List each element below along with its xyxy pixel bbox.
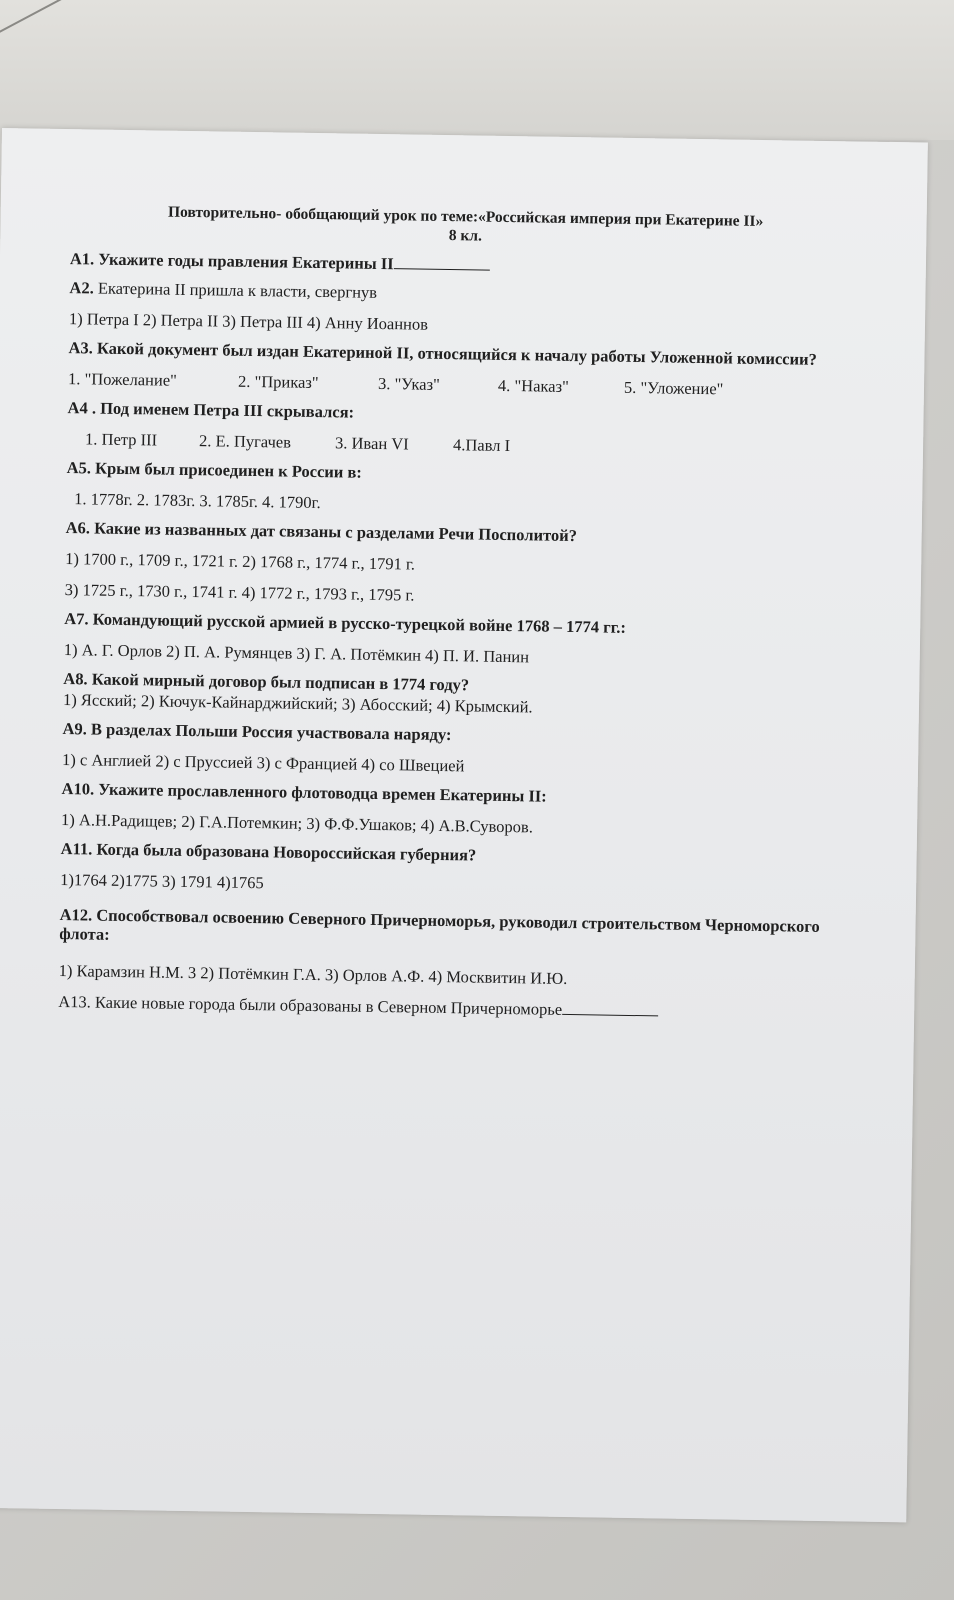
question-label: А9. — [62, 719, 88, 739]
question-text: Какой мирный договор был подписан в 1774 году? — [91, 669, 470, 695]
title-line-2: 8 кл. — [448, 227, 483, 245]
question-label: А10. — [61, 779, 95, 799]
question-text: Укажите прославленного флотоводца времен Екатерины II: — [98, 779, 547, 806]
question-text: В разделах Польши Россия участвовала наряду: — [90, 719, 452, 745]
option: 2. Е. Пугачев — [198, 431, 292, 452]
answers-a10: 1) А.Н.Радищев; 2) Г.А.Потемкин; 3) Ф.Ф.Ушаков; 4) А.В.Суворов. — [60, 810, 534, 837]
answers-a2: 1) Петра I 2) Петра II 3) Петра III 4) Анну Иоаннов — [68, 309, 429, 334]
option: 2. "Приказ" — [237, 371, 319, 393]
question-label: А7. — [64, 609, 89, 629]
option: 3. Иван VI — [334, 433, 409, 454]
worksheet-content — [58, 201, 861, 1023]
answers-a7: 1) А. Г. Орлов 2) П. А. Румянцев 3) Г. А. Потёмкин 4) П. И. Панин — [63, 640, 530, 667]
option: 4. "Наказ" — [497, 375, 569, 396]
question-text: Когда была образована Новороссийская губерния? — [96, 839, 477, 865]
question-a11 — [61, 839, 851, 870]
question-label: А3. — [68, 338, 94, 358]
question-text: Крым был присоединен к России в: — [94, 458, 363, 482]
title-line-1: Повторительно- обобщающий урок по теме:«Российская империя при Екатерине II» — [167, 203, 764, 230]
option: 1. "Пожелание" — [67, 369, 177, 390]
question-text: Екатерина II пришла к власти, свергнув — [97, 278, 378, 302]
question-a3 — [68, 338, 858, 369]
answers-a11: 1)1764 2)1775 3) 1791 4)1765 — [60, 870, 264, 893]
worksheet-paper — [0, 128, 928, 1522]
answer-blank — [394, 254, 490, 271]
option: 1. Петр III — [84, 429, 158, 450]
question-a5 — [67, 458, 857, 489]
question-label: А1. — [69, 249, 95, 269]
question-a13 — [58, 992, 848, 1023]
question-text: Командующий русской армией в русско-турецкой войне 1768 – 1774 гг.: — [92, 609, 627, 637]
answers-a12: 1) Карамзин Н.М. 3 2) Потёмкин Г.А. 3) Орлов А.Ф. 4) Москвитин И.Ю. — [58, 960, 568, 988]
question-label: А11. — [60, 839, 93, 859]
option: 4.Павл I — [452, 435, 511, 456]
option: 3. "Указ" — [377, 373, 440, 394]
question-label: А12. — [59, 905, 93, 925]
question-a9 — [62, 719, 852, 750]
answers-a8: 1) Ясский; 2) Кючук-Кайнарджийский; 3) Абосский; 4) Крымский. — [62, 690, 533, 717]
question-a6 — [66, 518, 856, 549]
question-text: Какой документ был издан Екатериной II, относящийся к началу работы Уложенной комиссии? — [96, 338, 817, 369]
question-a7 — [64, 609, 854, 640]
answers-a9: 1) с Англией 2) с Пруссией 3) с Францией 4) со Швецией — [61, 750, 465, 776]
options-a4 — [85, 429, 857, 460]
options-a3 — [68, 369, 858, 400]
question-text: Какие из названных дат связаны с разделами Речи Посполитой? — [94, 518, 578, 546]
question-a12 — [59, 905, 849, 955]
question-text: Под именем Петра III скрывался: — [100, 398, 355, 422]
answers-a6-line1: 1) 1700 г., 1709 г., 1721 г. 2) 1768 г., 1774 г., 1791 г. — [65, 549, 416, 574]
question-label: А6. — [65, 518, 91, 538]
question-a2 — [69, 278, 859, 309]
worksheet-title — [70, 201, 860, 251]
table-background — [0, 0, 954, 140]
question-label: А4 . — [67, 398, 97, 418]
question-label: А13. — [58, 991, 91, 1012]
question-text: Способствовал освоению Северного Причерноморья, руководил строительством Черноморского флота: — [59, 905, 820, 944]
question-label: А5. — [66, 458, 92, 478]
question-text: Какие новые города были образованы в Северном Причерноморье — [94, 992, 563, 1019]
question-a10 — [61, 779, 851, 810]
question-label: А8. — [63, 669, 88, 689]
answer-blank — [562, 1000, 658, 1017]
answers-a6-line2: 3) 1725 г., 1730 г., 1741 г. 4) 1772 г., 1793 г., 1795 г. — [64, 580, 415, 605]
question-text: Укажите годы правления Екатерины II — [98, 249, 394, 274]
question-a4 — [67, 398, 857, 429]
question-label: А2. — [69, 278, 94, 298]
option: 5. "Уложение" — [623, 377, 724, 399]
question-a1 — [70, 249, 860, 280]
answers-a5: 1. 1778г. 2. 1783г. 3. 1785г. 4. 1790г. — [74, 489, 321, 513]
